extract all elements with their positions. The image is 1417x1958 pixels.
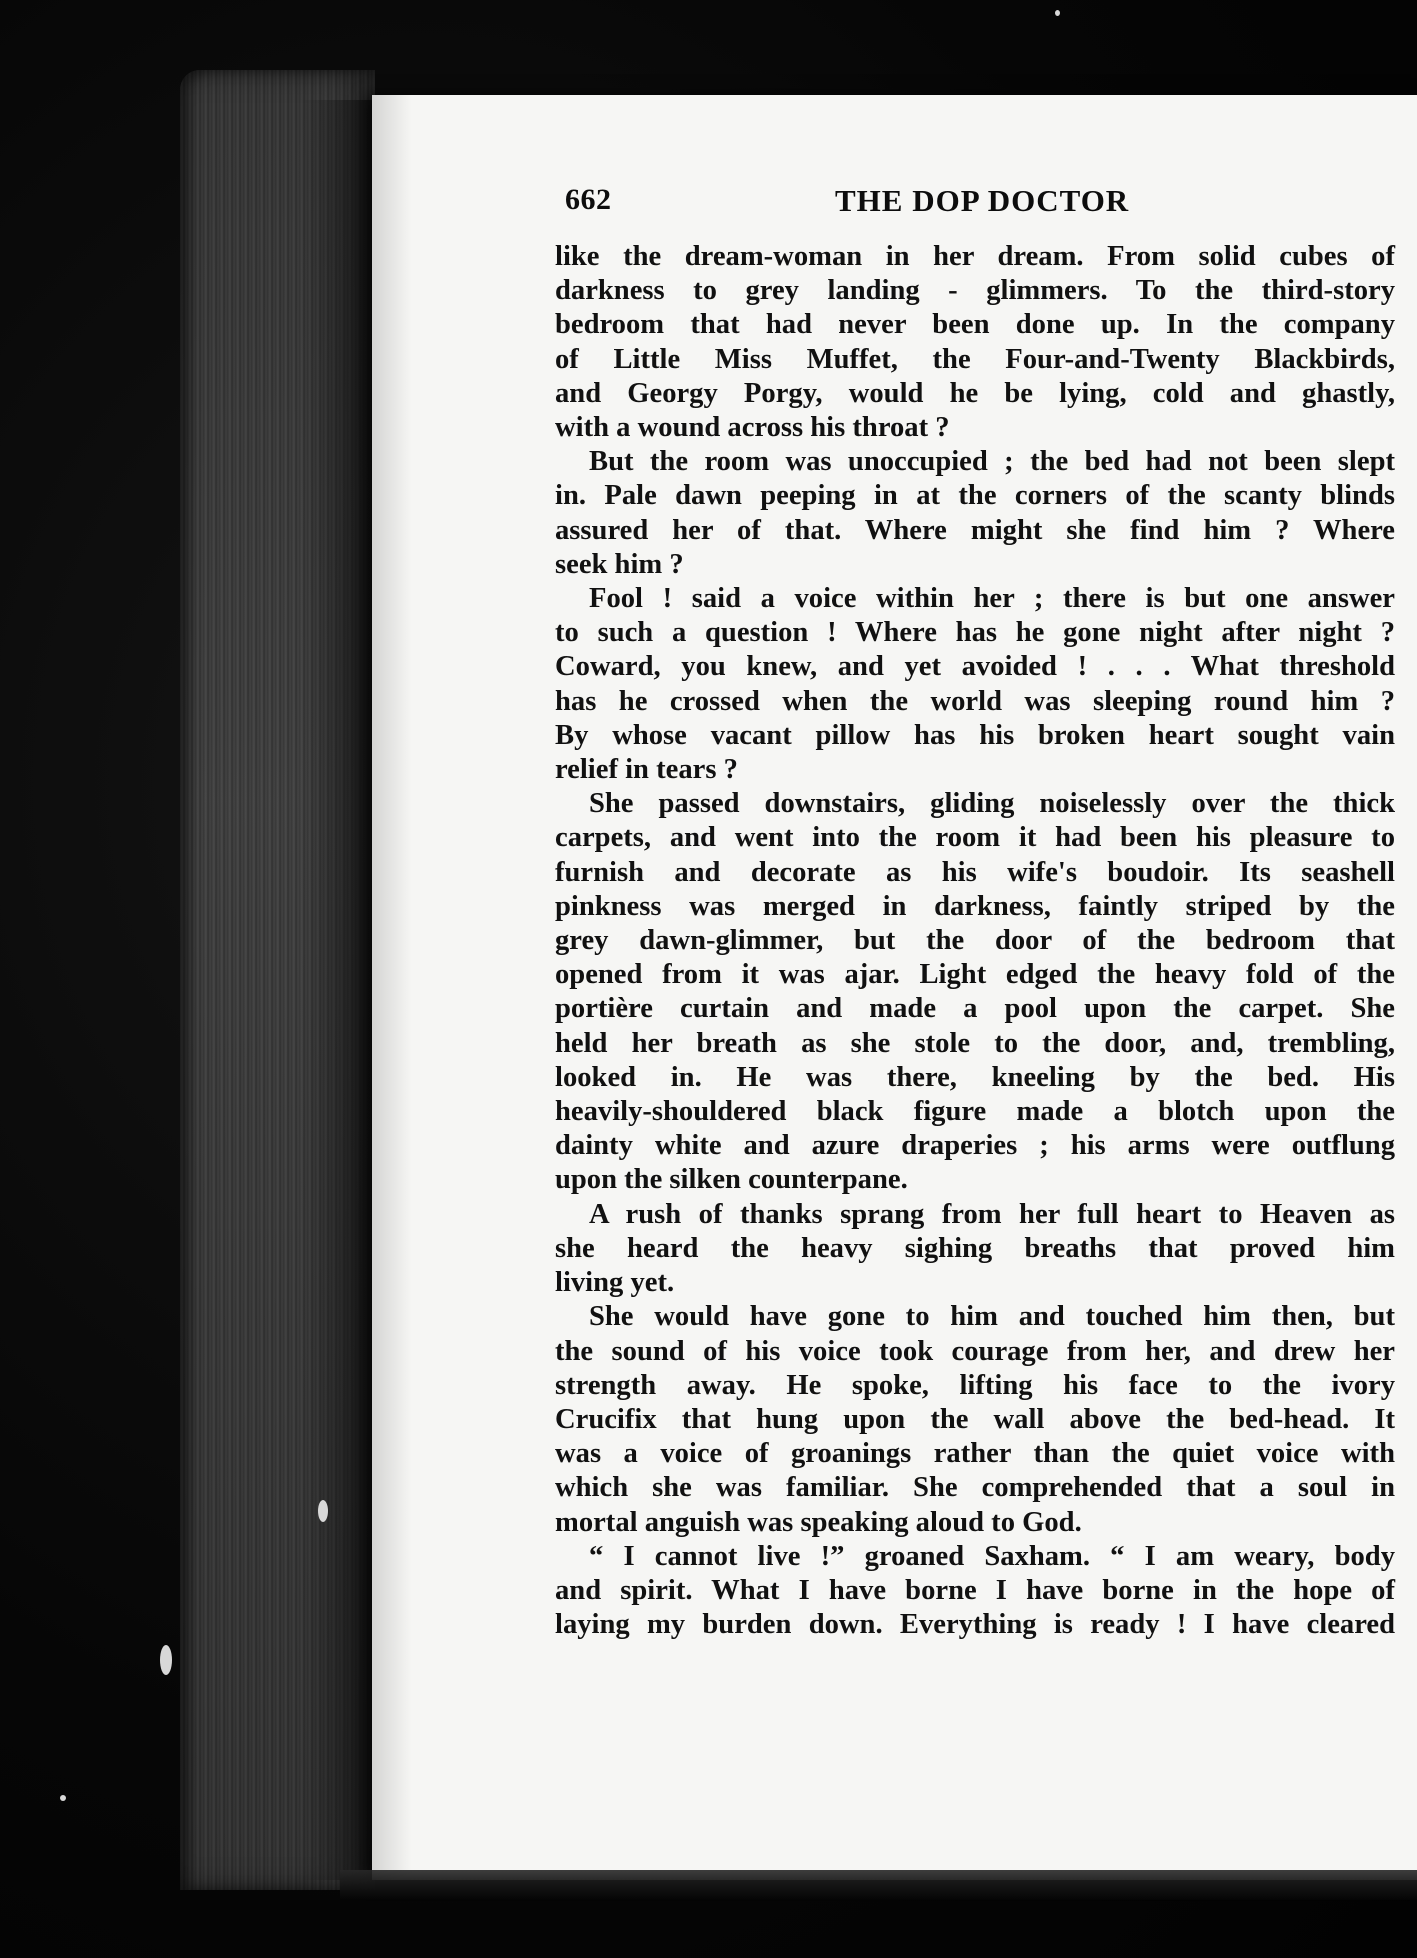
text-line: living yet.	[555, 1267, 675, 1299]
text-line: furnish and decorate as his wife's boudoir. Its seashell	[555, 856, 1395, 888]
dust-speck	[318, 1500, 328, 1522]
paragraph	[555, 1540, 1395, 1643]
text-line: mortal anguish was speaking aloud to God.	[555, 1506, 1082, 1538]
text-line: relief in tears ?	[555, 754, 738, 786]
paragraph	[555, 240, 1395, 445]
running-title: THE DOP DOCTOR	[835, 183, 1130, 218]
text-line: and spirit. What I have borne I have borne in the hope of	[555, 1574, 1395, 1606]
dust-speck	[1055, 10, 1060, 16]
dust-speck	[60, 1795, 66, 1801]
text-line: and Georgy Porgy, would he be lying, cold and ghastly,	[555, 377, 1395, 409]
text-line: bedroom that had never been done up. In the company	[555, 309, 1395, 341]
text-line: like the dream-woman in her dream. From solid cubes of	[555, 241, 1395, 272]
text-line: But the room was unoccupied ; the bed had not been slept	[589, 446, 1395, 478]
text-line: “ I cannot live !” groaned Saxham. “ I am weary, body	[589, 1540, 1395, 1572]
paragraph	[555, 1198, 1395, 1301]
text-line: strength away. He spoke, lifting his face to the ivory	[555, 1369, 1395, 1401]
page-number: 662	[565, 183, 612, 216]
text-line: seek him ?	[555, 548, 684, 580]
text-line: the sound of his voice took courage from her, and drew her	[555, 1335, 1395, 1367]
text-line: upon the silken counterpane.	[555, 1164, 908, 1196]
text-line: with a wound across his throat ?	[555, 412, 950, 444]
text-line: darkness to grey landing - glimmers. To the third-story	[555, 275, 1395, 307]
text-line: laying my burden down. Everything is ready ! I have cleared	[555, 1609, 1395, 1641]
paragraph	[555, 445, 1395, 582]
text-line: was a voice of groanings rather than the quiet voice with	[555, 1438, 1395, 1470]
text-line: She would have gone to him and touched him then, but	[589, 1301, 1395, 1333]
text-line: Fool ! said a voice within her ; there is but one answer	[589, 583, 1395, 615]
text-line: assured her of that. Where might she find him ? Where	[555, 514, 1395, 546]
text-line: A rush of thanks sprang from her full heart to Heaven as	[589, 1198, 1395, 1230]
text-line: grey dawn-glimmer, but the door of the bedroom that	[555, 925, 1395, 957]
paragraph	[555, 787, 1395, 1197]
text-line: which she was familiar. She comprehended that a soul in	[555, 1472, 1395, 1504]
text-line: looked in. He was there, kneeling by the bed. His	[555, 1061, 1395, 1093]
text-line: By whose vacant pillow has his broken heart sought vain	[555, 719, 1395, 751]
text-line: of Little Miss Muffet, the Four-and-Twenty Blackbirds,	[555, 343, 1395, 375]
text-line: She passed downstairs, gliding noiselessly over the thick	[589, 788, 1395, 820]
paragraph	[555, 1300, 1395, 1539]
paragraph	[555, 582, 1395, 787]
text-line: she heard the heavy sighing breaths that proved him	[555, 1232, 1395, 1264]
text-line: Coward, you knew, and yet avoided ! . . . What threshold	[555, 651, 1395, 683]
text-line: pinkness was merged in darkness, faintly striped by the	[555, 890, 1395, 922]
body-text	[555, 240, 1395, 1642]
dust-speck	[160, 1645, 172, 1675]
text-line: in. Pale dawn peeping in at the corners of the scanty blinds	[555, 480, 1395, 512]
text-line: heavily-shouldered black figure made a blotch upon the	[555, 1096, 1395, 1128]
text-line: carpets, and went into the room it had been his pleasure to	[555, 822, 1395, 854]
text-line: portière curtain and made a pool upon the carpet. She	[555, 993, 1395, 1025]
gutter-shadow	[300, 100, 375, 1880]
bottom-shadow	[340, 1870, 1417, 1900]
book-page	[372, 95, 1417, 1880]
text-line: opened from it was ajar. Light edged the heavy fold of the	[555, 959, 1395, 991]
page-header	[565, 183, 1385, 223]
text-line: held her breath as she stole to the door, and, trembling,	[555, 1027, 1395, 1059]
text-line: to such a question ! Where has he gone night after night ?	[555, 617, 1395, 649]
text-line: Crucifix that hung upon the wall above the bed-head. It	[555, 1403, 1395, 1435]
text-line: has he crossed when the world was sleeping round him ?	[555, 685, 1395, 717]
text-line: dainty white and azure draperies ; his arms were outflung	[555, 1130, 1395, 1162]
